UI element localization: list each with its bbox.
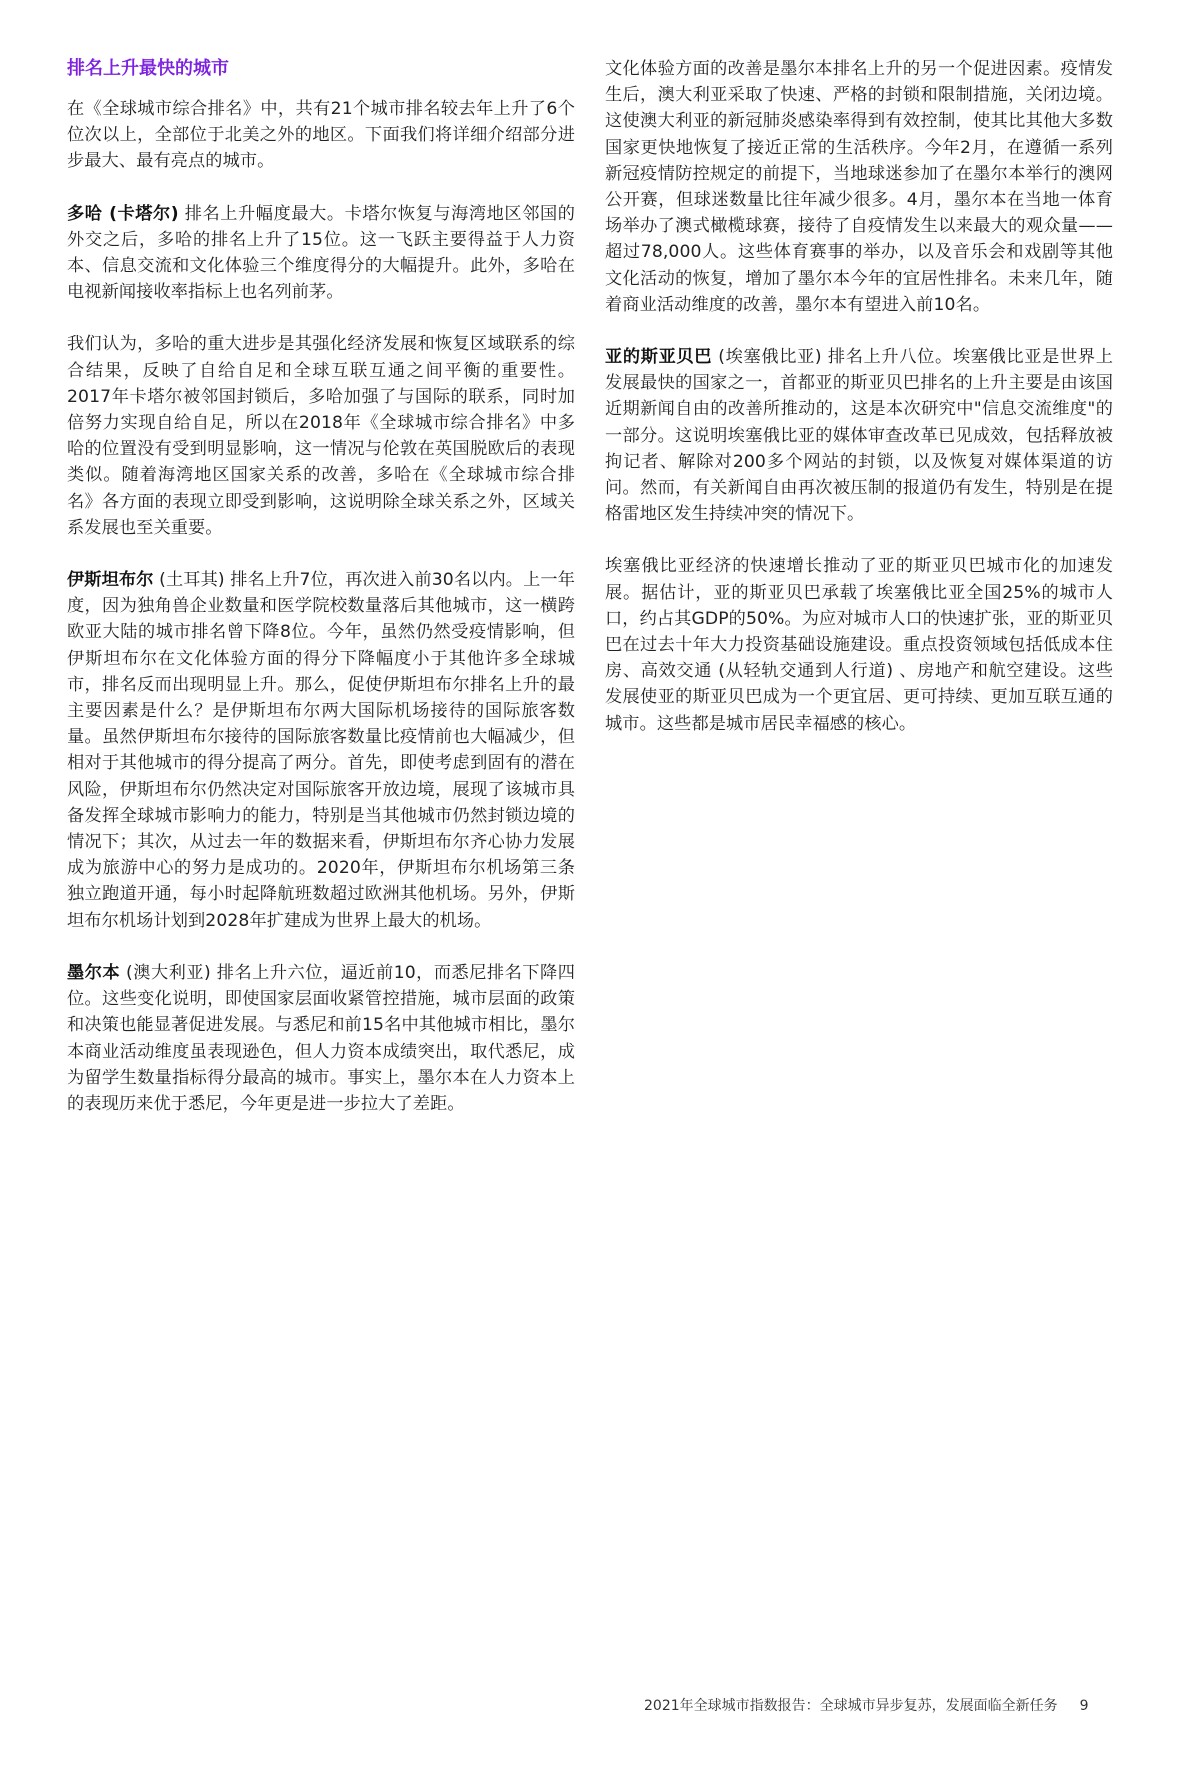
doha-text: 排名上升幅度最大。卡塔尔恢复与海湾地区邻国的外交之后，多哈的排名上升了15位。这一飞跃主要得益于人力资本、信息交流和文化体验三个维度得分的大幅提升。此外，多哈在电视新闻接收率指标上也名列前茅。 (67, 203, 575, 303)
page-footer (644, 1695, 1089, 1715)
addis-paragraph (605, 344, 1113, 527)
addis-lead: 亚的斯亚贝巴 (605, 347, 713, 368)
section-heading: 排名上升最快的城市 (67, 58, 229, 79)
melbourne-paragraph (67, 960, 575, 1117)
melbourne-culture-paragraph: 文化体验方面的改善是墨尔本排名上升的另一个促进因素。疫情发生后，澳大利亚采取了快速、严格的封锁和限制措施，关闭边境。这使澳大利亚的新冠肺炎感染率得到有效控制，使其比其他大多数国家更快地恢复了接近正常的生活秩序。今年2月，在遵循一系列新冠疫情防控规定的前提下，当地球迷参加了在墨尔本举行的澳网公开赛，但球迷数量比往年减少很多。4月，墨尔本在当地一体育场举办了澳式橄榄球赛，接待了自疫情发生以来最大的观众量——超过78,000人。这些体育赛事的举办，以及音乐会和戏剧等其他文化活动的恢复，增加了墨尔本今年的宜居性排名。未来几年，随着商业活动维度的改善，墨尔本有望进入前10名。 (605, 59, 1113, 315)
intro-paragraph: 在《全球城市综合排名》中，共有21个城市排名较去年上升了6个位次以上，全部位于北美之外的地区。下面我们将详细介绍部分进步最大、最有亮点的城市。 (67, 99, 575, 172)
footer-report-title: 2021年全球城市指数报告：全球城市异步复苏，发展面临全新任务 (644, 1698, 1058, 1714)
right-column (605, 56, 1113, 763)
melbourne-lead: 墨尔本 (67, 962, 121, 983)
addis-text: (埃塞俄比亚) 排名上升八位。埃塞俄比亚是世界上发展最快的国家之一，首都亚的斯亚贝巴排名的上升主要是由该国近期新闻自由的改善所推动的，这是本次研究中"信息交流维度"的一部分。这说明埃塞俄比亚的媒体审查改革已见成效，包括释放被拘记者、解除对200多个网站的封锁，以及恢复对媒体渠道的访问。然而，有关新闻自由再次被压制的报道仍有发生，特别是在提格雷地区发生持续冲突的情况下。 (605, 347, 1113, 525)
left-column (67, 56, 575, 1143)
doha-analysis-paragraph: 我们认为，多哈的重大进步是其强化经济发展和恢复区域联系的综合结果，反映了自给自足和全球互联互通之间平衡的重要性。2017年卡塔尔被邻国封锁后，多哈加强了与国际的联系，同时加倍努力实现自给自足，所以在2018年《全球城市综合排名》中多哈的位置没有受到明显影响，这一情况与伦敦在英国脱欧后的表现类似。随着海湾地区国家关系的改善，多哈在《全球城市综合排名》各方面的表现立即受到影响，这说明除全球关系之外，区域关系发展也至关重要。 (67, 334, 575, 538)
istanbul-text: (土耳其) 排名上升7位，再次进入前30名以内。上一年度，因为独角兽企业数量和医学院校数量落后其他城市，这一横跨欧亚大陆的城市排名曾下降8位。今年，虽然仍然受疫情影响，但伊斯坦布尔在文化体验方面的得分下降幅度小于其他许多全球城市，排名反而出现明显上升。那么，促使伊斯坦布尔排名上升的最主要因素是什么？是伊斯坦布尔两大国际机场接待的国际旅客数量。虽然伊斯坦布尔接待的国际旅客数量比疫情前也大幅减少，但相对于其他城市的得分提高了两分。首先，即使考虑到固有的潜在风险，伊斯坦布尔仍然决定对国际旅客开放边境，展现了该城市具备发挥全球城市影响力的能力，特别是当其他城市仍然封锁边境的情况下；其次，从过去一年的数据来看，伊斯坦布尔齐心协力发展成为旅游中心的努力是成功的。2020年，伊斯坦布尔机场第三条独立跑道开通，每小时起降航班数超过欧洲其他机场。另外，伊斯坦布尔机场计划到2028年扩建成为世界上最大的机场。 (67, 570, 575, 931)
istanbul-lead: 伊斯坦布尔 (67, 570, 154, 591)
doha-lead: 多哈 (卡塔尔) (67, 203, 179, 224)
addis-growth-paragraph: 埃塞俄比亚经济的快速增长推动了亚的斯亚贝巴城市化的加速发展。据估计，亚的斯亚贝巴承载了埃塞俄比亚全国25%的城市人口，约占其GDP的50%。为应对城市人口的快速扩张，亚的斯亚贝巴在过去十年大力投资基础设施建设。重点投资领域包括低成本住房、高效交通 (从轻轨交通到人行道) 、房地产和航空建设。这些发展使亚的斯亚贝巴成为一个更宜居、更可持续、更加互联互通的城市。这些都是城市居民幸福感的核心。 (605, 556, 1113, 734)
doha-paragraph (67, 201, 575, 306)
istanbul-paragraph (67, 567, 575, 934)
page-number: 9 (1079, 1698, 1089, 1714)
melbourne-text: (澳大利亚) 排名上升六位，逼近前10，而悉尼排名下降四位。这些变化说明，即使国家层面收紧管控措施，城市层面的政策和决策也能显著促进发展。与悉尼和前15名中其他城市相比，墨尔本商业活动维度虽表现逊色，但人力资本成绩突出，取代悉尼，成为留学生数量指标得分最高的城市。事实上，墨尔本在人力资本上的表现历来优于悉尼，今年更是进一步拉大了差距。 (67, 962, 575, 1114)
